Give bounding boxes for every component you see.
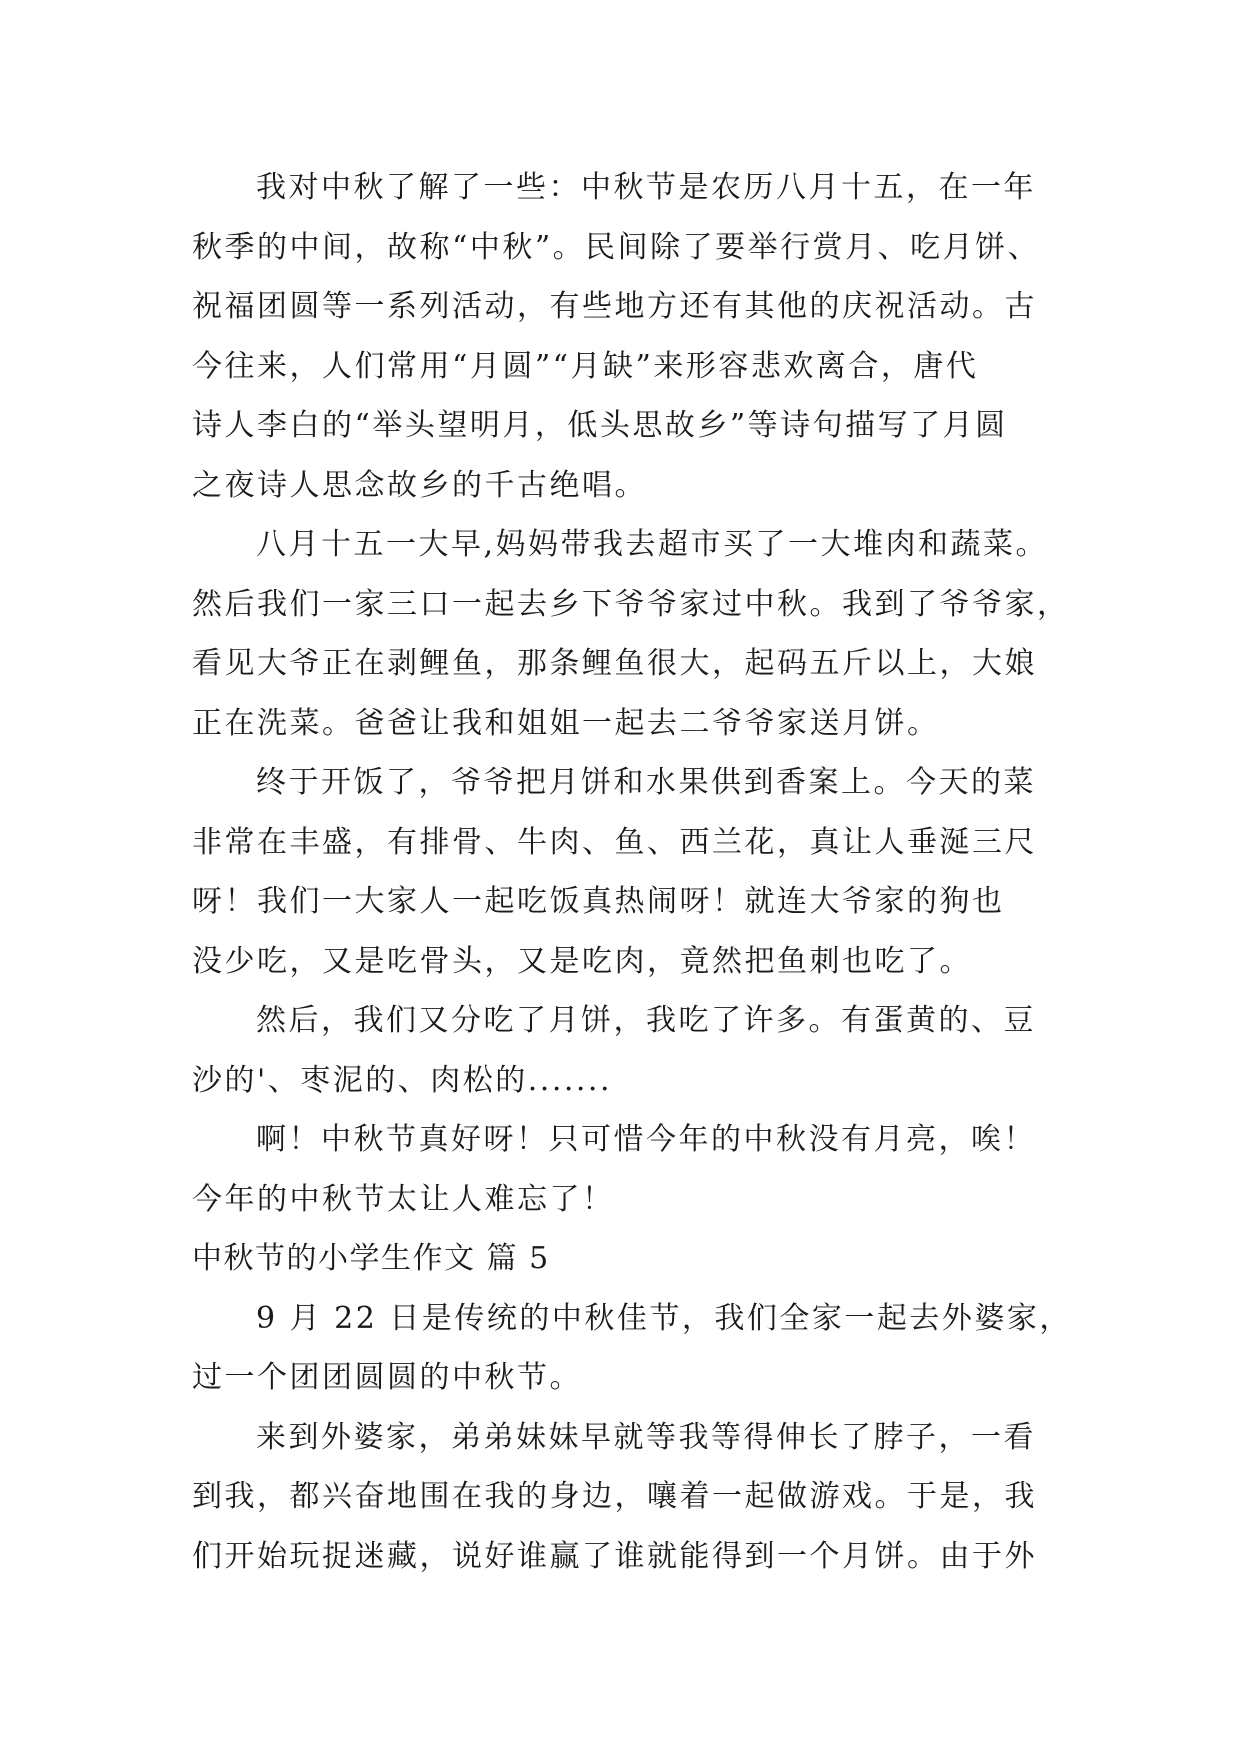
paragraph-line: 然后，我们又分吃了月饼，我吃了许多。有蛋黄的、豆 xyxy=(256,1003,1036,1038)
paragraph-line: 啊！中秋节真好呀！只可惜今年的中秋没有月亮，唉！ xyxy=(256,1122,1036,1157)
paragraph-line: 看见大爷正在剥鲤鱼，那条鲤鱼很大，起码五斤以上，大娘 xyxy=(192,646,1037,681)
paragraph-line: 终于开饭了，爷爷把月饼和水果供到香案上。今天的菜 xyxy=(256,765,1036,800)
paragraph xyxy=(192,515,1072,753)
essay-body xyxy=(192,158,1072,1586)
paragraph xyxy=(192,1110,1072,1229)
paragraph-line: 今年的中秋节太让人难忘了！ xyxy=(192,1181,615,1217)
paragraph-line: 过一个团团圆圆的中秋节。 xyxy=(192,1360,582,1395)
paragraph-line: 来到外婆家，弟弟妹妹早就等我等得伸长了脖子，一看 xyxy=(256,1419,1036,1455)
section-heading: 中秋节的小学生作文 篇 5 xyxy=(192,1241,550,1276)
paragraph-line: 9 月 22 日是传统的中秋佳节，我们全家一起去外婆家， xyxy=(256,1300,1072,1336)
paragraph-line: 我对中秋了解了一些：中秋节是农历八月十五，在一年 xyxy=(256,170,1036,205)
paragraph xyxy=(192,1289,1072,1408)
paragraph xyxy=(192,1408,1072,1587)
paragraph xyxy=(192,158,1072,515)
paragraph-line: 正在洗菜。爸爸让我和姐姐一起去二爷爷家送月饼。 xyxy=(192,705,940,741)
paragraph xyxy=(192,753,1072,991)
paragraph xyxy=(192,991,1072,1110)
paragraph-line: 秋季的中间，故称“中秋”。民间除了要举行赏月、吃月饼、 xyxy=(192,229,1041,265)
paragraph-line: 诗人李白的“举头望明月，低头思故乡”等诗句描写了月圆 xyxy=(192,408,1008,443)
paragraph-line: 沙的'、枣泥的、肉松的....... xyxy=(192,1062,612,1098)
paragraph-line: 然后我们一家三口一起去乡下爷爷家过中秋。我到了爷爷家， xyxy=(192,586,1070,622)
paragraph-line: 祝福团圆等一系列活动，有些地方还有其他的庆祝活动。古 xyxy=(192,289,1037,324)
paragraph-line: 们开始玩捉迷藏，说好谁赢了谁就能得到一个月饼。由于外 xyxy=(192,1538,1037,1574)
paragraph-line: 到我，都兴奋地围在我的身边，嚷着一起做游戏。于是，我 xyxy=(192,1479,1037,1514)
paragraph-line: 非常在丰盛，有排骨、牛肉、鱼、西兰花，真让人垂涎三尺 xyxy=(192,824,1037,860)
paragraph-line: 之夜诗人思念故乡的千古绝唱。 xyxy=(192,467,647,503)
paragraph-line: 八月十五一大早,妈妈带我去超市买了一大堆肉和蔬菜。 xyxy=(256,527,1049,562)
paragraph-line: 呀！我们一大家人一起吃饭真热闹呀！就连大爷家的狗也 xyxy=(192,884,1005,919)
paragraph-line: 没少吃，又是吃骨头，又是吃肉，竟然把鱼刺也吃了。 xyxy=(192,943,972,979)
paragraph-line: 今往来，人们常用“月圆”“月缺”来形容悲欢离合，唐代 xyxy=(192,348,979,384)
